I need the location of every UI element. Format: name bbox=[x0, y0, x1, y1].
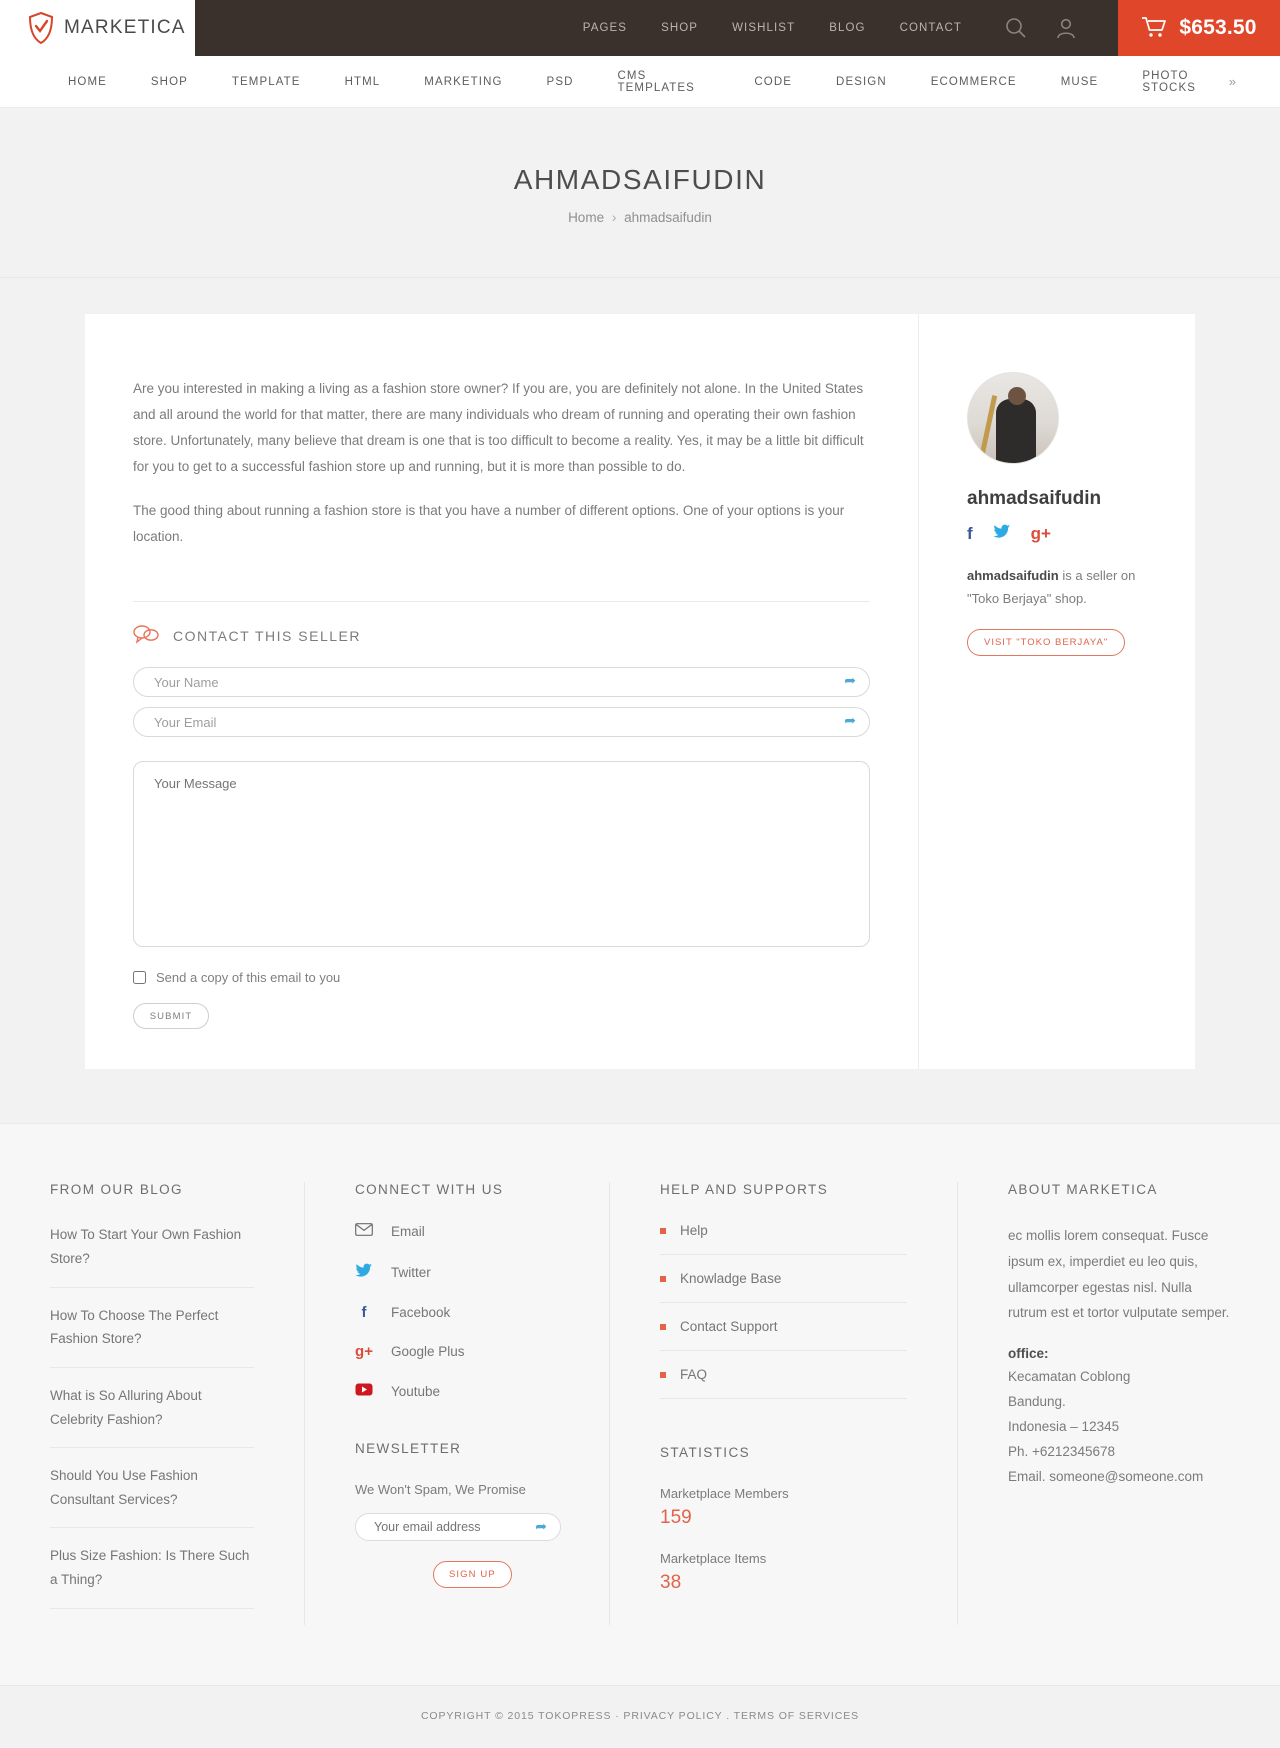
connect-label: Twitter bbox=[391, 1264, 431, 1280]
speech-bubbles-icon bbox=[133, 624, 159, 647]
name-field-row bbox=[133, 667, 870, 697]
footer-newsletter-heading: NEWSLETTER bbox=[355, 1441, 462, 1457]
breadcrumb-current: ahmadsaifudin bbox=[624, 210, 712, 225]
shield-check-icon bbox=[28, 12, 54, 44]
help-label: Contact Support bbox=[680, 1319, 778, 1335]
office-line: Ph. +6212345678 bbox=[1008, 1443, 1115, 1459]
footer-blog-heading: FROM OUR BLOG bbox=[50, 1182, 183, 1198]
footer-connect-heading: CONNECT WITH US bbox=[355, 1182, 504, 1198]
topnav-item-pages[interactable]: PAGES bbox=[582, 22, 628, 34]
top-navigation bbox=[195, 0, 1118, 56]
nav-item-cms-templates[interactable]: CMS TEMPLATES bbox=[617, 69, 695, 94]
help-item-contact-support[interactable] bbox=[660, 1319, 907, 1351]
seller-sidebar bbox=[919, 314, 1195, 1069]
nav-item-muse[interactable]: MUSE bbox=[1060, 75, 1099, 88]
content-area bbox=[0, 278, 1280, 1123]
stat-value-items: 38 bbox=[660, 1572, 682, 1594]
top-bar bbox=[0, 0, 1280, 56]
nav-item-html[interactable]: HTML bbox=[344, 75, 381, 88]
intro-paragraph-1: Are you interested in making a living as a fashion store owner? If you are, you are definitely not alone. In the United States and all around the world for that matter, there are many individuals who dream of running and operating their own fashion store. Unfortunately, many believe that dream is one that is too difficult to become a reality. Yes, it may be a little bit difficult for you to get to a successful fashion store up and running, but it is more than possible to do. bbox=[133, 381, 864, 474]
office-line: Indonesia – 12345 bbox=[1008, 1418, 1120, 1434]
help-item-faq[interactable] bbox=[660, 1367, 907, 1399]
facebook-icon: f bbox=[361, 1304, 367, 1322]
square-bullet-icon bbox=[660, 1228, 666, 1234]
connect-item-twitter[interactable] bbox=[355, 1263, 559, 1281]
office-line: Bandung. bbox=[1008, 1393, 1066, 1409]
seller-name: ahmadsaifudin bbox=[967, 488, 1102, 509]
topnav-item-shop[interactable]: SHOP bbox=[661, 22, 699, 34]
newsletter-field-row bbox=[355, 1513, 561, 1541]
connect-label: Email bbox=[391, 1223, 425, 1239]
connect-label: Google Plus bbox=[391, 1344, 465, 1360]
footer-blog-link[interactable]: How To Choose The Perfect Fashion Store? bbox=[50, 1304, 254, 1368]
cart-total: $653.50 bbox=[1179, 16, 1257, 39]
message-textarea[interactable] bbox=[133, 761, 870, 947]
chevron-double-down-icon[interactable]: » bbox=[1228, 74, 1236, 89]
connect-item-facebook[interactable] bbox=[355, 1305, 559, 1320]
square-bullet-icon bbox=[660, 1324, 666, 1330]
footer-blog-column bbox=[0, 1182, 305, 1624]
cart-icon bbox=[1141, 16, 1167, 41]
footer-blog-link[interactable]: How To Start Your Own Fashion Store? bbox=[50, 1223, 254, 1287]
nav-item-shop[interactable]: SHOP bbox=[150, 75, 188, 88]
newsletter-subtitle: We Won't Spam, We Promise bbox=[355, 1482, 526, 1498]
email-field-row bbox=[133, 707, 870, 737]
footer-help-heading: HELP AND SUPPORTS bbox=[660, 1182, 829, 1198]
send-arrow-icon: ➦ bbox=[535, 1518, 547, 1535]
help-item-knowledge-base[interactable] bbox=[660, 1271, 907, 1303]
stat-value-members: 159 bbox=[660, 1507, 692, 1529]
contact-form bbox=[133, 667, 870, 1029]
envelope-icon bbox=[355, 1223, 373, 1239]
visit-shop-button[interactable]: VISIT "TOKO BERJAYA" bbox=[967, 629, 1125, 656]
connect-label: Youtube bbox=[391, 1383, 441, 1399]
help-label: Knowladge Base bbox=[680, 1271, 782, 1287]
signup-button[interactable]: SIGN UP bbox=[433, 1561, 512, 1588]
footer-about-column bbox=[958, 1182, 1280, 1624]
nav-item-photo-stocks[interactable]: PHOTO STOCKS bbox=[1142, 69, 1197, 94]
page-header bbox=[0, 108, 1280, 278]
footer-connect-column bbox=[305, 1182, 610, 1624]
breadcrumb bbox=[0, 210, 1280, 225]
main-navigation bbox=[0, 56, 1280, 108]
help-label: FAQ bbox=[680, 1367, 708, 1383]
nav-item-psd[interactable]: PSD bbox=[546, 75, 574, 88]
connect-item-email[interactable] bbox=[355, 1223, 559, 1239]
square-bullet-icon bbox=[660, 1276, 666, 1282]
cart-button[interactable] bbox=[1118, 0, 1280, 56]
google-plus-icon: g+ bbox=[355, 1343, 373, 1361]
footer-blog-link[interactable]: Plus Size Fashion: Is There Such a Thing? bbox=[50, 1544, 254, 1608]
contact-seller-heading bbox=[133, 601, 870, 647]
office-line: Email. someone@someone.com bbox=[1008, 1468, 1204, 1484]
about-text: ec mollis lorem consequat. Fusce ipsum ex, imperdiet eu leo quis, ullamcorper egestas nisl. Nulla rutrum est et tortor vulputate semper. bbox=[1008, 1228, 1230, 1321]
seller-social-links bbox=[967, 524, 1155, 542]
copyright-bar: COPYRIGHT © 2015 TOKOPRESS · PRIVACY POLICY . TERMS OF SERVICES bbox=[0, 1685, 1280, 1748]
nav-item-home[interactable]: HOME bbox=[68, 75, 107, 88]
google-plus-icon[interactable]: g+ bbox=[1030, 523, 1051, 543]
search-icon[interactable] bbox=[1004, 16, 1028, 40]
topnav-item-wishlist[interactable]: WISHLIST bbox=[732, 22, 796, 34]
topnav-item-blog[interactable]: BLOG bbox=[829, 22, 866, 34]
twitter-icon[interactable] bbox=[993, 524, 1011, 542]
email-input[interactable] bbox=[133, 707, 870, 737]
user-icon[interactable] bbox=[1054, 16, 1078, 40]
send-copy-label: Send a copy of this email to you bbox=[156, 970, 341, 986]
intro-paragraph-2: The good thing about running a fashion store is that you have a number of different options. One of your options is your location. bbox=[133, 502, 845, 544]
seller-description-and-form bbox=[85, 314, 919, 1069]
stat-label-members: Marketplace Members bbox=[660, 1486, 789, 1502]
send-copy-checkbox[interactable] bbox=[133, 971, 146, 984]
youtube-icon bbox=[355, 1383, 373, 1399]
send-copy-row[interactable] bbox=[133, 970, 870, 985]
connect-item-youtube[interactable] bbox=[355, 1383, 559, 1399]
page-title: AHMADSAIFUDIN bbox=[513, 164, 767, 195]
connect-item-google-plus[interactable] bbox=[355, 1344, 559, 1359]
topnav-item-contact[interactable]: CONTACT bbox=[899, 22, 962, 34]
avatar bbox=[967, 372, 1059, 464]
footer-blog-link[interactable]: Should You Use Fashion Consultant Services? bbox=[50, 1464, 254, 1528]
connect-label: Facebook bbox=[391, 1305, 451, 1321]
office-label: office: bbox=[1008, 1346, 1049, 1361]
footer bbox=[0, 1123, 1280, 1684]
seller-description bbox=[967, 564, 1155, 611]
footer-help-column bbox=[610, 1182, 958, 1624]
logo-text: MARKETICA bbox=[64, 17, 186, 38]
facebook-icon[interactable]: f bbox=[967, 523, 973, 543]
office-line: Kecamatan Coblong bbox=[1008, 1369, 1131, 1384]
submit-button[interactable]: SUBMIT bbox=[133, 1003, 209, 1029]
footer-statistics-heading: STATISTICS bbox=[660, 1445, 751, 1461]
send-arrow-icon: ➦ bbox=[844, 712, 856, 729]
send-arrow-icon: ➦ bbox=[844, 672, 856, 689]
newsletter-email-input[interactable] bbox=[355, 1513, 561, 1541]
square-bullet-icon bbox=[660, 1372, 666, 1378]
nav-item-design[interactable]: DESIGN bbox=[836, 75, 887, 88]
logo[interactable] bbox=[0, 0, 195, 56]
seller-description-rest: is a seller on "Toko Berjaya" shop. bbox=[967, 568, 1136, 607]
breadcrumb-separator: › bbox=[611, 210, 617, 225]
nav-item-template[interactable]: TEMPLATE bbox=[231, 75, 301, 88]
stat-label-items: Marketplace Items bbox=[660, 1551, 767, 1567]
seller-description-name: ahmadsaifudin bbox=[967, 568, 1059, 583]
nav-item-ecommerce[interactable]: ECOMMERCE bbox=[930, 75, 1017, 88]
content-card bbox=[85, 314, 1195, 1069]
nav-item-code[interactable]: CODE bbox=[754, 75, 793, 88]
twitter-icon bbox=[355, 1263, 373, 1281]
help-label: Help bbox=[680, 1223, 708, 1239]
breadcrumb-home[interactable]: Home bbox=[568, 210, 605, 225]
help-item-help[interactable] bbox=[660, 1223, 907, 1255]
footer-about-heading: ABOUT MARKETICA bbox=[1008, 1182, 1158, 1198]
nav-item-marketing[interactable]: MARKETING bbox=[424, 75, 503, 88]
name-input[interactable] bbox=[133, 667, 870, 697]
contact-seller-title: CONTACT THIS SELLER bbox=[173, 627, 361, 644]
footer-blog-link[interactable]: What is So Alluring About Celebrity Fashion? bbox=[50, 1384, 254, 1448]
